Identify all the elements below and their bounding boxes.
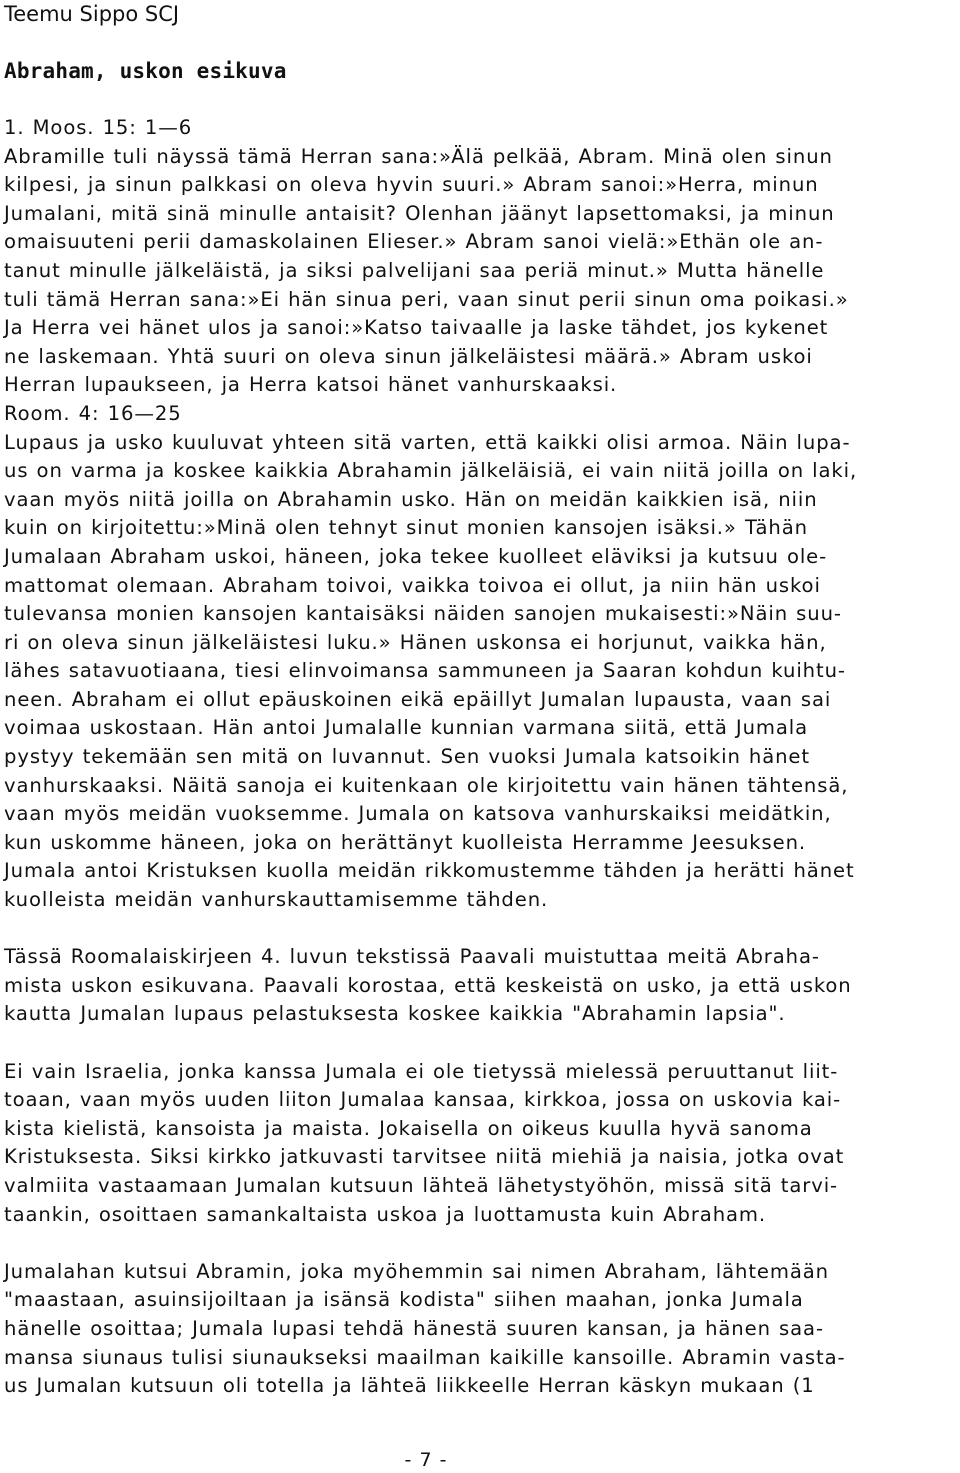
text-line: tanut minulle jälkeläistä, ja siksi palvelijani saa periä minut.» Mutta hänelle	[4, 258, 825, 282]
scripture-passage-romans	[4, 400, 954, 915]
text-line: kautta Jumalan lupaus pelastuksesta koskee kaikkia "Abrahamin lapsia".	[4, 1002, 786, 1026]
paragraph-spacer	[4, 915, 954, 944]
text-line: "maastaan, asuinsijoiltaan ja isänsä kodista" siihen maahan, jonka Jumala	[4, 1288, 804, 1312]
text-line: Ei vain Israelia, jonka kanssa Jumala ei ole tietyssä mielessä peruuttanut liit-	[4, 1059, 839, 1083]
author-name: Teemu Sippo SCJ	[4, 2, 180, 26]
text-line: Jumalaan Abraham uskoi, häneen, joka tekee kuolleet eläviksi ja kutsuu ole-	[4, 544, 828, 568]
text-line: Ja Herra vei hänet ulos ja sanoi:»Katso taivaalle ja laske tähdet, jos kykenet	[4, 316, 829, 340]
text-line: Jumala antoi Kristuksen kuolla meidän rikkomustemme tähden ja herätti hänet	[4, 859, 855, 883]
scripture-reference: Room. 4: 16—25	[4, 401, 182, 425]
text-line: vanhurskaaksi. Näitä sanoja ei kuitenkaan ole kirjoitettu vain hänen tähtensä,	[4, 773, 849, 797]
paragraph-spacer	[4, 1229, 954, 1258]
scripture-reference: 1. Moos. 15: 1—6	[4, 116, 193, 139]
text-line: tuli tämä Herran sana:»Ei hän sinua peri, vaan sinut perii sinun oma poikasi.»	[4, 287, 849, 311]
text-line: us Jumalan kutsuun oli totella ja lähteä liikkeelle Herran käskyn mukaan (1	[4, 1374, 815, 1398]
text-line: kista kielistä, kansoista ja maista. Jokaisella on oikeus kuulla hyvä sanoma	[4, 1116, 813, 1140]
text-line: Lupaus ja usko kuuluvat yhteen sitä varten, että kaikki olisi armoa. Näin lupa-	[4, 430, 851, 454]
text-line: pystyy tekemään sen mitä on luvannut. Sen vuoksi Jumala katsoikin hänet	[4, 745, 810, 769]
text-line: Jumalahan kutsui Abramin, joka myöhemmin sai nimen Abraham, lähtemään	[4, 1259, 829, 1283]
paragraph	[4, 1258, 954, 1401]
text-line: taankin, osoittaen samankaltaista uskoa ja luottamusta kuin Abraham.	[4, 1202, 767, 1226]
text-line: kilpesi, ja sinun palkkasi on oleva hyvin suuri.» Abram sanoi:»Herra, minun	[4, 173, 819, 197]
text-line: omaisuuteni perii damaskolainen Elieser.» Abram sanoi vielä:»Ethän ole an-	[4, 230, 824, 254]
text-line: voimaa uskostaan. Hän antoi Jumalalle kunnian varmana siitä, että Jumala	[4, 716, 809, 740]
text-line: Herran lupaukseen, ja Herra katsoi hänet vanhurskaaksi.	[4, 373, 618, 397]
text-line: lähes satavuotiaana, tiesi elinvoimansa sammuneen ja Saaran kohdun kuihtu-	[4, 659, 846, 683]
document-title: Abraham, uskon esikuva	[4, 59, 287, 83]
text-line: neen. Abraham ei ollut epäuskoinen eikä epäillyt Jumalan lupausta, vaan sai	[4, 687, 832, 711]
text-line: tulevansa monien kansojen kantaisäksi näiden sanojen mukaisesti:»Näin suu-	[4, 602, 842, 626]
text-line: Tässä Roomalaiskirjeen 4. luvun tekstissä Paavali muistuttaa meitä Abraha-	[4, 945, 820, 969]
text-line: ne laskemaan. Yhtä suuri on oleva sinun jälkeläistesi määrä.» Abram uskoi	[4, 344, 813, 368]
text-line: kun uskomme häneen, joka on herättänyt kuolleista Herramme Jeesuksen.	[4, 830, 807, 854]
text-line: mansa siunaus tulisi siunaukseksi maailman kaikille kansoille. Abramin vasta-	[4, 1345, 846, 1369]
text-line: valmiita vastaamaan Jumalan kutsuun lähteä lähetystyöhön, missä sitä tarvi-	[4, 1173, 839, 1197]
text-line: hänelle osoittaa; Jumala lupasi tehdä hänestä suuren kansan, ja hänen saa-	[4, 1316, 824, 1340]
text-line: Abramille tuli näyssä tämä Herran sana:»Älä pelkää, Abram. Minä olen sinun	[4, 144, 833, 168]
text-line: us on varma ja koskee kaikkia Abrahamin jälkeläisiä, ei vain niitä joilla on laki,	[4, 459, 858, 483]
text-line: mista uskon esikuvana. Paavali korostaa, että keskeistä on usko, ja että uskon	[4, 973, 852, 997]
text-line: kuolleista meidän vanhurskauttamisemme tähden.	[4, 888, 549, 912]
document-page	[4, 0, 954, 1401]
paragraph	[4, 1058, 954, 1230]
text-line: kuin on kirjoitettu:»Minä olen tehnyt sinut monien kansojen isäksi.» Tähän	[4, 516, 808, 540]
text-line: mattomat olemaan. Abraham toivoi, vaikka toivoa ei ollut, ja niin hän uskoi	[4, 573, 821, 597]
text-line: toaan, vaan myös uuden liiton Jumalaa kansaa, kirkkoa, jossa on uskovia kai-	[4, 1088, 842, 1112]
text-line: Jumalani, mitä sinä minulle antaisit? Olenhan jäänyt lapsettomaksi, ja minun	[4, 201, 835, 225]
page-number: - 7 -	[404, 1449, 448, 1471]
text-line: vaan myös niitä joilla on Abrahamin usko. Hän on meidän kaikkien isä, niin	[4, 487, 818, 511]
text-line: ri on oleva sinun jälkeläistesi luku.» Hänen uskonsa ei horjunut, vaikka hän,	[4, 630, 827, 654]
scripture-passage-genesis	[4, 114, 954, 400]
text-line: vaan myös meidän vuoksemme. Jumala on katsova vanhurskaiksi meidätkin,	[4, 802, 832, 826]
paragraph-spacer	[4, 1029, 954, 1058]
paragraph	[4, 943, 954, 1029]
text-line: Kristuksesta. Siksi kirkko jatkuvasti tarvitsee niitä miehiä ja naisia, jotka ovat	[4, 1145, 845, 1169]
